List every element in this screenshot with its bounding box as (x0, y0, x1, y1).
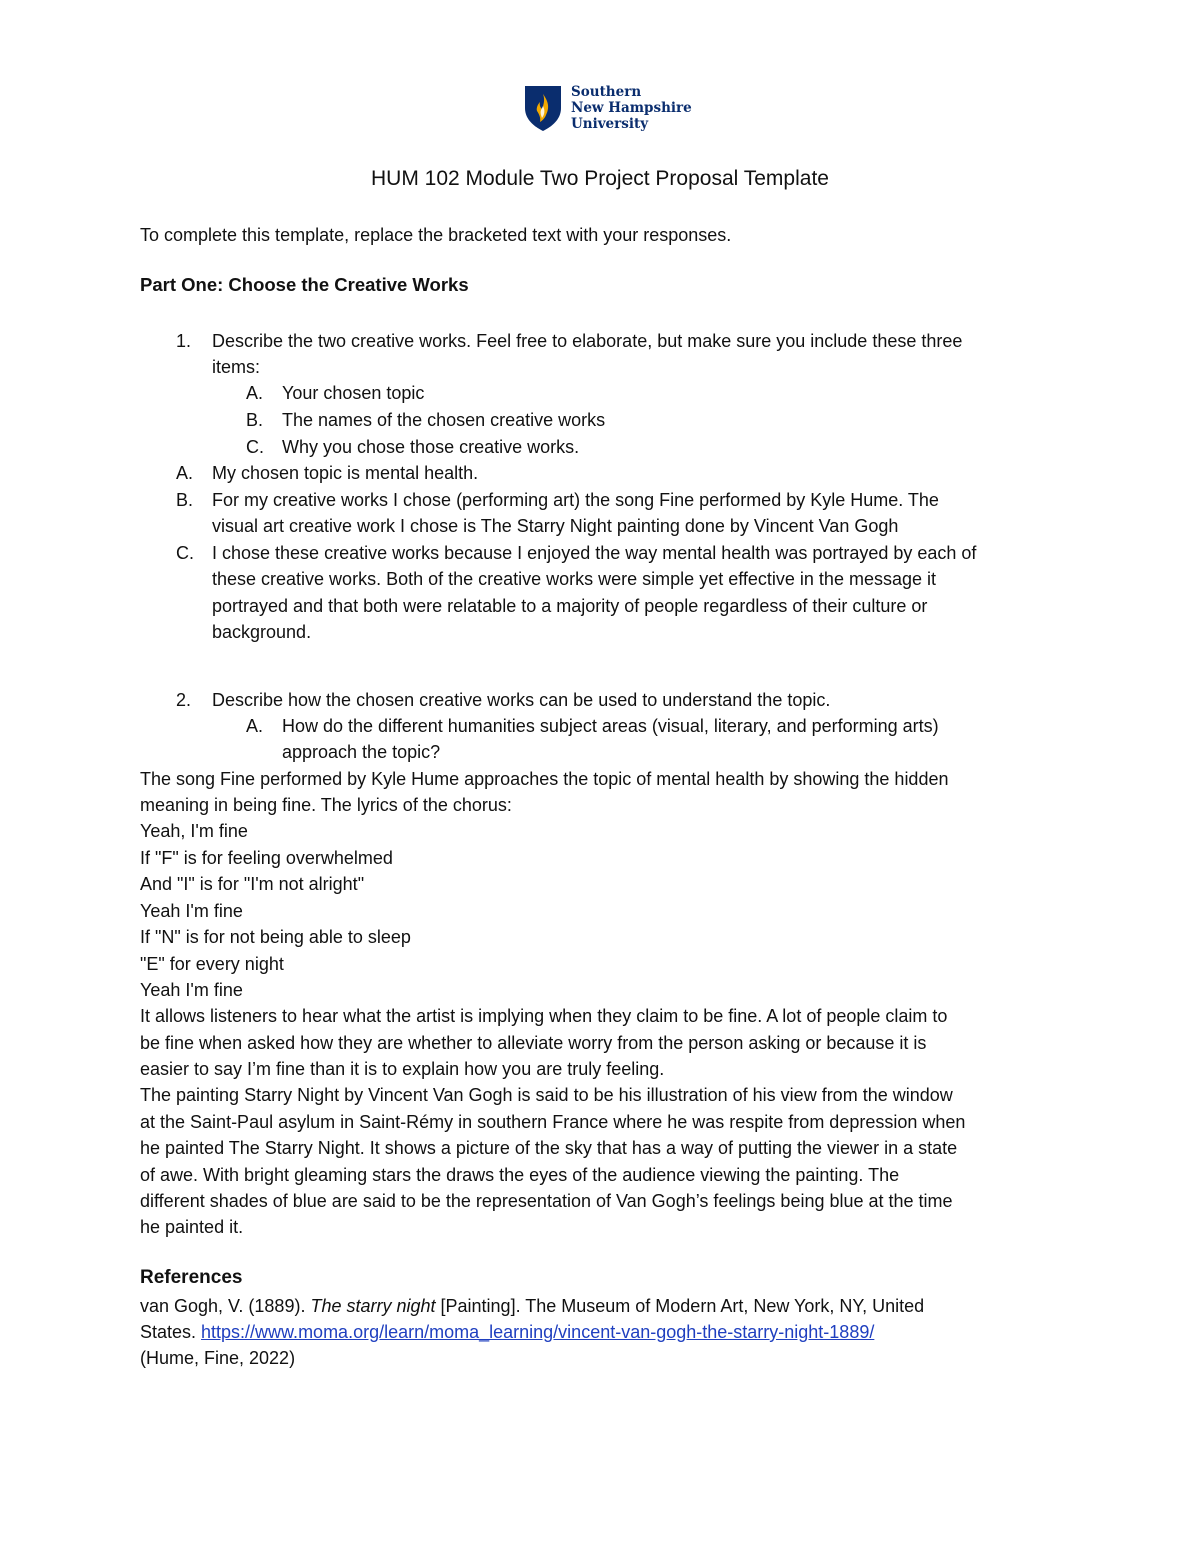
q2-text: Describe how the chosen creative works can be used to understand the topic. (212, 690, 831, 710)
body-line: easier to say I’m fine than it is to explain how you are truly feeling. (140, 1059, 665, 1079)
lyric-line: Yeah I'm fine (140, 901, 243, 921)
reference-1-publisher: [Painting]. The Museum of Modern Art, New York, NY, United (435, 1296, 925, 1316)
body-line: The painting Starry Night by Vincent Van Gogh is said to be his illustration of his view from the window (140, 1085, 953, 1105)
intro-text: To complete this template, replace the bracketed text with your responses. (140, 225, 732, 245)
reference-1-author: van Gogh, V. (1889). (140, 1296, 311, 1316)
snhu-logo (523, 84, 693, 134)
answer-b-line: For my creative works I chose (performing art) the song Fine performed by Kyle Hume. The (212, 490, 939, 510)
q1-item-text: The names of the chosen creative works (282, 410, 606, 430)
logo-line-3: University (571, 116, 649, 132)
answer-c-line: portrayed and that both were relatable to a majority of people regardless of their culture or (212, 596, 928, 616)
lyric-line: If "F" is for feeling overwhelmed (140, 848, 393, 868)
part-one-heading: Part One: Choose the Creative Works (140, 274, 469, 295)
q1-line-2: items: (212, 357, 261, 377)
logo-wordmark (571, 84, 692, 132)
answer-c-line: background. (212, 622, 312, 642)
lyric-line: Yeah, I'm fine (140, 821, 248, 841)
lyric-line: If "N" is for not being able to sleep (140, 927, 411, 947)
body-line: be fine when asked how they are whether to alleviate worry from the person asking or because it is (140, 1033, 927, 1053)
q1-line-1: Describe the two creative works. Feel free to elaborate, but make sure you include these three (212, 331, 963, 351)
reference-1-line-2 (140, 1319, 874, 1346)
lyric-line: "E" for every night (140, 954, 284, 974)
lyric-line: Yeah I'm fine (140, 980, 243, 1000)
answer-a-letter: A. (176, 463, 194, 483)
page-title: HUM 102 Module Two Project Proposal Template (371, 167, 829, 190)
snhu-shield-icon (523, 84, 563, 132)
q2-item-letter: A. (246, 716, 264, 736)
q2-item-line: How do the different humanities subject areas (visual, literary, and performing arts) (282, 716, 939, 736)
references-heading: References (140, 1267, 243, 1288)
reference-1 (140, 1293, 924, 1320)
answer-b-line: visual art creative work I chose is The Starry Night painting done by Vincent Van Gogh (212, 516, 899, 536)
body-line: he painted it. (140, 1217, 244, 1237)
answer-b-letter: B. (176, 490, 194, 510)
reference-1-title: The starry night (310, 1296, 436, 1316)
lyric-line: And "I" is for "I'm not alright" (140, 874, 365, 894)
answer-c-letter: C. (176, 543, 194, 563)
answer-a-line: My chosen topic is mental health. (212, 463, 479, 483)
body-line: It allows listeners to hear what the artist is implying when they claim to be fine. A lot of people claim to (140, 1006, 948, 1026)
logo-line-1: Southern (571, 84, 642, 100)
q1-item-letter: B. (246, 410, 264, 430)
body-line: meaning in being fine. The lyrics of the chorus: (140, 795, 512, 815)
body-line: he painted The Starry Night. It shows a picture of the sky that has a way of putting the viewer in a state (140, 1138, 958, 1158)
reference-1-country: States. (140, 1322, 202, 1342)
logo-line-2: New Hampshire (571, 100, 692, 116)
reference-2: (Hume, Fine, 2022) (140, 1348, 296, 1368)
body-line: The song Fine performed by Kyle Hume approaches the topic of mental health by showing the hidden (140, 769, 949, 789)
q2-number: 2. (176, 690, 192, 710)
reference-1-link[interactable]: https://www.moma.org/learn/moma_learning/vincent-van-gogh-the-starry-night-1889/ (201, 1322, 875, 1342)
answer-c-line: these creative works. Both of the creative works were simple yet effective in the message it (212, 569, 936, 589)
body-line: of awe. With bright gleaming stars the draws the eyes of the audience viewing the painting. The (140, 1165, 900, 1185)
q1-number: 1. (176, 331, 192, 351)
q1-item-text: Your chosen topic (282, 383, 425, 403)
answer-c-line: I chose these creative works because I enjoyed the way mental health was portrayed by each of (212, 543, 977, 563)
q1-item-text: Why you chose those creative works. (282, 437, 580, 457)
q1-item-letter: A. (246, 383, 264, 403)
body-line: at the Saint-Paul asylum in Saint-Rémy in southern France where he was respite from depression when (140, 1112, 966, 1132)
q2-item-line: approach the topic? (282, 742, 441, 762)
q1-item-letter: C. (246, 437, 264, 457)
body-line: different shades of blue are said to be the representation of Van Gogh’s feelings being blue at the time (140, 1191, 953, 1211)
